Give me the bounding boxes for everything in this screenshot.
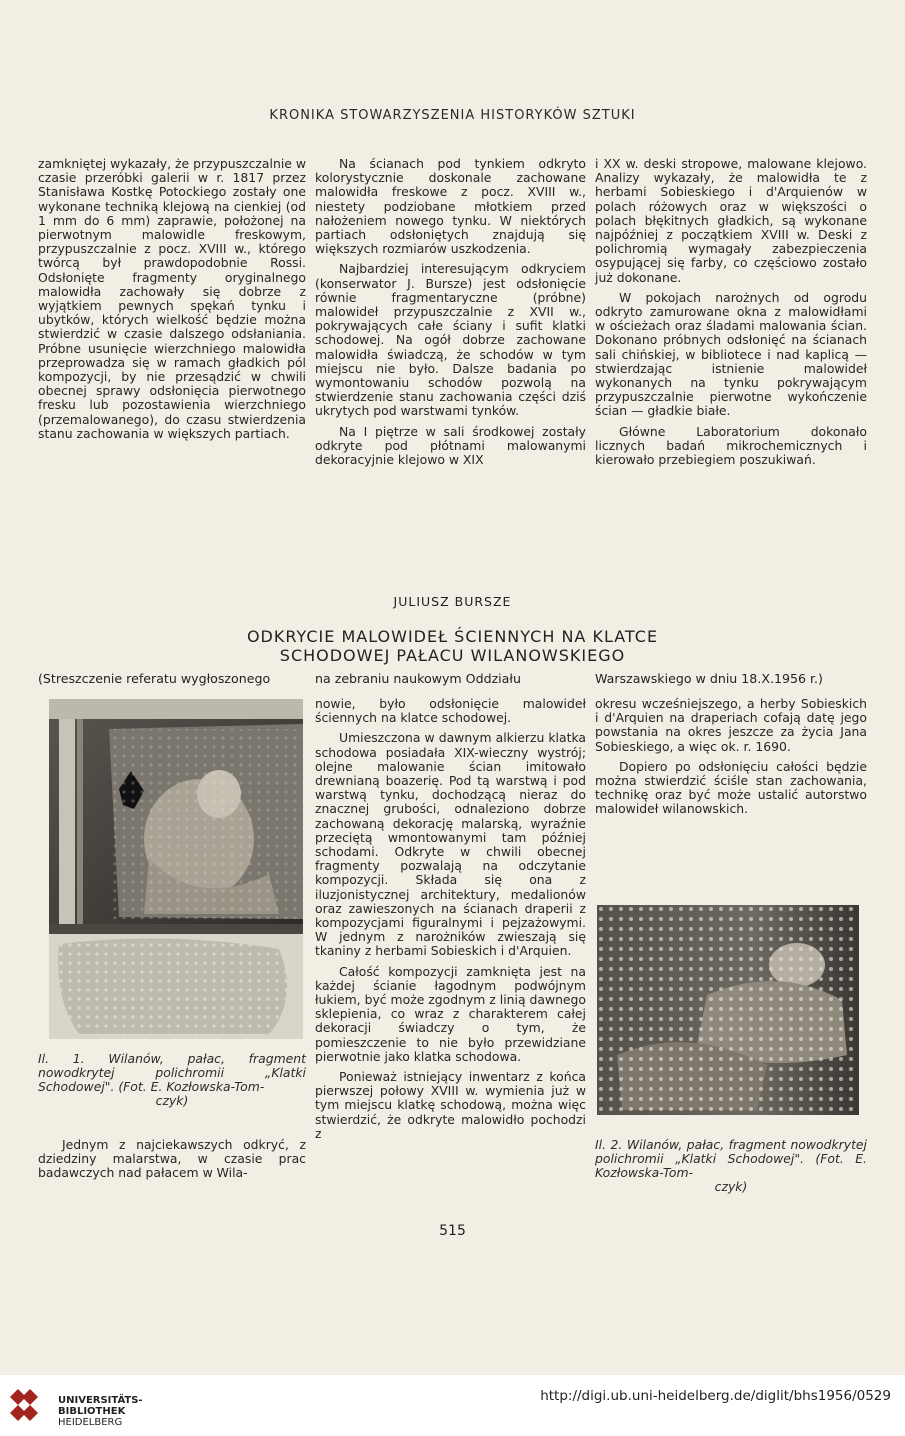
caption-text-end: czyk) — [155, 1093, 189, 1108]
source-url-link[interactable]: http://digi.ub.uni-heidelberg.de/diglit/bhs1956/0529 — [540, 1388, 891, 1404]
paragraph: Całość kompozycji zamknięta jest na każdej ścianie łagodnym podwójnym łukiem, być może zgodnym z linią dawnego sklepienia, co wraz z charakterem całej dekoracji świadczy o tym, że pomieszczenie to nie było przewidziane pierwotnie jako klatka schodowa. — [315, 963, 586, 1064]
logo-line: HEIDELBERG — [58, 1417, 123, 1428]
top-column-1 — [38, 157, 306, 447]
paragraph: okresu wcześniejszego, a herby Sobieskich i d'Arquien na draperiach cofają datę jego powstania na okres jeszcze za życia Jana Sobieskiego, a więc ok. r. 1690. — [595, 696, 867, 754]
paragraph: zamkniętej wykazały, że przypuszczalnie w czasie przeróbki galerii w r. 1817 przez Stanisława Kostkę Potockiego zostały one wykonane techniką klejową na cienkiej (od 1 mm do 6 mm) zaprawie, położonej na pierwotnym malowidle freskowym, przypuszczalnie z pocz. XVIII w., którego twórcą był prawdopodobnie Rossi. Odsłonięte fragmenty oryginalnego malowidła zachowały się dobrze z wyjątkiem pewnych spękań tynku i ubytków, których wielkość będzie można stwierdzić w czasie dalszego odsłaniania. Próbne usunięcie wierzchniego malowidła przeprowadza się w ramach gładkich pól kompozycji, by nie przesądzić w chwili obecnej sprawy odsłonięcia pierwotnego fresku lub pozostawienia wierzchniego (przemalowanego), do czasu stwierdzenia stanu zachowania w większych partiach. — [38, 156, 306, 441]
title-line: ODKRYCIE MALOWIDEŁ ŚCIENNYCH NA KLATCE — [246, 627, 659, 646]
article-column-3 — [595, 697, 867, 823]
paragraph: Na I piętrze w sali środkowej zostały odkryte pod płótnami malowanymi dekoracyjnie klejowo w XIX — [315, 423, 586, 468]
paragraph: Dopiero po odsłonięciu całości będzie można stwierdzić ściśle stan zachowania, technikę oraz być może ustalić autorstwo malowideł wilanowskich. — [595, 758, 867, 817]
library-logo-text — [58, 1395, 143, 1428]
paragraph: W pokojach narożnych od ogrodu odkryto zamurowane okna z malowidłami w ościeżach oraz śladami malowania ścian. Dokonano próbnych odsłonięć na ścianach sali chińskiej, w bibliotece i nad kaplicą — stwierdzając istnienie malowideł wykonanych na tynku pokrywającym przypuszczalnie pierwotne wykończenie ścian — gładkie białe. — [595, 289, 867, 419]
subtitle-part: (Streszczenie referatu wygłoszonego — [38, 671, 271, 686]
article-title — [0, 627, 905, 665]
caption-text: Il. 2. Wilanów, pałac, fragment nowodkrytej polichromii „Klatki Schodowej". (Fot. E. Kozłowska-Tom- — [595, 1137, 867, 1180]
figure-2-caption — [595, 1138, 867, 1194]
subtitle-part: na zebraniu naukowym Oddziału — [315, 671, 521, 686]
fresco-fragment-image — [49, 699, 303, 1039]
top-column-3 — [595, 157, 867, 473]
caption-text: Il. 1. Wilanów, pałac, fragment nowodkrytej polichromii „Klatki Schodowej". (Fot. E. Kozłowska-Tom- — [38, 1051, 306, 1094]
paragraph: Najbardziej interesującym odkryciem (konserwator J. Bursze) jest odsłonięcie równie fragmentaryczne (próbne) malowideł przypuszczalnie z XVII w., pokrywających całe ściany i sufit klatki schodowej. Na ogół dobrze zachowane malowidła świadczą, że schodów w tym miejscu nie było. Dalsze badania po wymontowaniu schodów pozwolą na stwierdzenie stanu zachowania części dziś ukrytych pod warstwami tynków. — [315, 261, 586, 419]
logo-line: UNIVERSITÄTS- — [58, 1395, 143, 1406]
caption-text-end: czyk) — [714, 1179, 748, 1194]
paragraph: Główne Laboratorium dokonało licznych badań mikrochemicznych i kierowało przebiegiem poszukiwań. — [595, 423, 867, 468]
article-author: JULIUSZ BURSZE — [393, 594, 512, 609]
figure-1-photo — [49, 699, 303, 1039]
footer-bar — [0, 1375, 905, 1436]
logo-line: BIBLIOTHEK — [58, 1406, 126, 1417]
library-logo-icon — [8, 1383, 48, 1427]
figure-2-photo — [597, 905, 859, 1115]
top-column-2 — [315, 157, 586, 473]
page-number: 515 — [439, 1223, 466, 1239]
paragraph: i XX w. deski stropowe, malowane klejowo. Analizy wykazały, że malowidła te z herbami Sobieskiego i d'Arquienów w polach różowych oraz w większości o polach błękitnych gładkich, są wykonane najpóźniej z początkiem XVIII w. Deski z polichromią wymagały zabezpieczenia osypującej się farby, co częściowo zostało już dokonane. — [595, 156, 867, 285]
subtitle-part: Warszawskiego w dniu 18.X.1956 r.) — [595, 671, 823, 686]
paragraph: Jednym z najciekawszych odkryć, z dziedziny malarstwa, w czasie prac badawczych nad pałacem w Wila- — [38, 1137, 306, 1181]
title-line: SCHODOWEJ PAŁACU WILANOWSKIEGO — [279, 646, 626, 665]
fresco-fragment-image — [597, 905, 859, 1115]
running-head: KRONIKA STOWARZYSZENIA HISTORYKÓW SZTUKI — [269, 108, 636, 123]
paragraph: nowie, było odsłonięcie malowideł ściennych na klatce schodowej. — [315, 696, 586, 726]
paragraph: Na ścianach pod tynkiem odkryto kolorystycznie doskonale zachowane malowidła freskowe z pocz. XVIII w., niestety podziobane młotkiem przed nałożeniem nowego tynku. W niektórych partiach odsłoniętych znajdują się większych rozmiarów uszkodzenia. — [315, 156, 586, 257]
paragraph: Ponieważ istniejący inwentarz z końca pierwszej połowy XVIII w. wymienia już w tym miejscu klatkę schodową, można więc stwierdzić, że odkryte malowidło pochodzi z — [315, 1069, 586, 1141]
paragraph: Umieszczona w dawnym alkierzu klatka schodowa posiadała XIX-wieczny wystrój; olejne malowanie ścian imitowało drewnianą boazerię. Pod tą warstwą i pod warstwą tynku, dochodzącą nieraz do znacznej grubości, odnaleziono dobrze zachowaną dekorację malarską, wyraźnie przeciętą wmontowanymi tam później schodami. Odkryte w chwili obecnej fragmenty pozwalają na odczytanie kompozycji. Składa się ona z iluzjonistycznej architektury, medalionów oraz zawieszonych na ścianach draperii z kompozycjami figuralnymi i pejzażowymi. W jednym z narożników zwieszają się tkaniny z herbami Sobieskich i d'Arquien. — [315, 730, 586, 959]
article-column-2 — [315, 697, 586, 1147]
library-logo — [8, 1383, 168, 1427]
figure-1-caption — [38, 1052, 306, 1108]
article-column-1 — [38, 1138, 306, 1187]
